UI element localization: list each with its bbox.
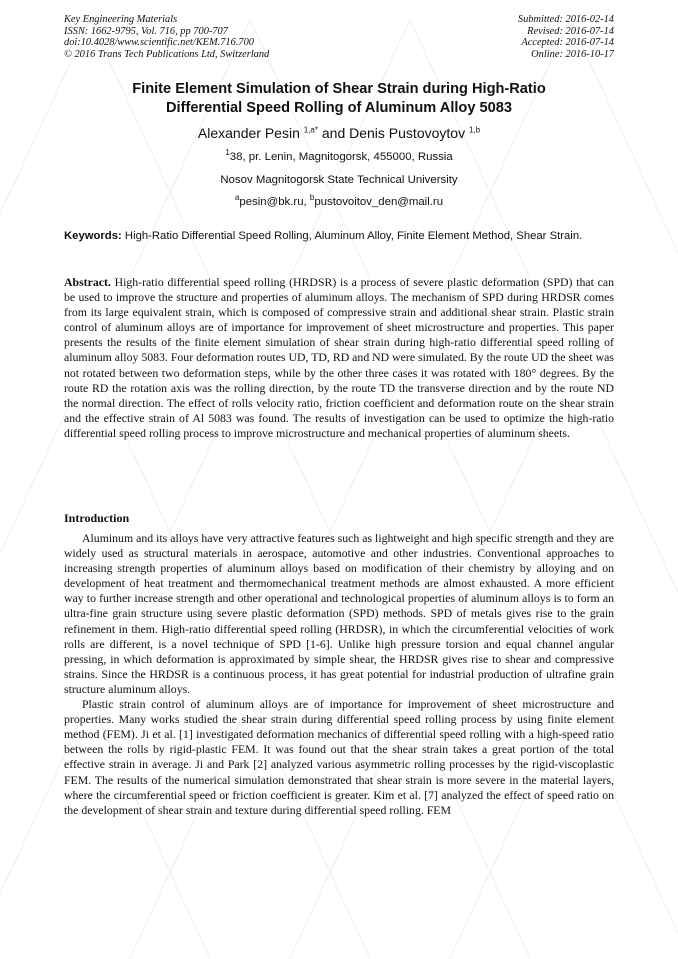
keywords-section: [64, 229, 614, 244]
affiliation-mark-1: 1: [225, 148, 230, 158]
publication-dates: [518, 14, 614, 60]
abstract-section: [64, 275, 614, 441]
affiliation-address: [64, 150, 614, 164]
intro-paragraph-2: Plastic strain control of aluminum alloys are of importance for improvement of sheet microstructure and properties. Many works studied the shear strain during differential speed rolling process by using finite element method (FEM). Ji et al. [1] investigated deformation mechanics of differential speed rolling with a high-speed ratio between the rolls by rigid-plastic FEM. It was found out that the shear strain takes a great portion of the total effective strain in average. Ji and Park [2] analyzed various asymmetric rolling processes by the rigid-viscoplastic FEM. The results of the numerical simulation demonstrated that shear strain is more severe in the material layers, where the circumferential speed or friction coefficient is greater. Kim et al. [7] analyzed the effect of speed ratio on the development of shear strain and texture during differential speed rolling. FEM: [64, 697, 614, 817]
title-line-1: Finite Element Simulation of Shear Strain during High-Ratio: [132, 81, 546, 97]
date-submitted: Submitted: 2016-02-14: [517, 14, 614, 25]
email-b: pustovoitov_den@mail.ru: [314, 196, 444, 208]
author-conjunction: and: [317, 125, 350, 141]
email-mark-b: b: [309, 193, 315, 203]
date-online: Online: 2016-10-17: [531, 48, 614, 60]
keywords-text: High-Ratio Differential Speed Rolling, Aluminum Alloy, Finite Element Method, Shear Strain.: [121, 230, 583, 242]
journal-name: Key Engineering Materials: [64, 14, 178, 25]
title-line-2: Differential Speed Rolling of Aluminum Alloy 5083: [166, 99, 512, 116]
journal-info: [64, 14, 269, 60]
author-2-affiliation-mark: 1,b: [468, 125, 481, 135]
author-list: [64, 124, 614, 142]
section-heading-introduction: Introduction: [64, 511, 130, 525]
author-1-affiliation-mark: 1,a*: [303, 125, 318, 135]
journal-doi: doi:10.4028/www.scientific.net/KEM.716.700: [64, 37, 254, 49]
author-emails: [64, 195, 614, 209]
introduction-body: [64, 531, 614, 818]
journal-issn: ISSN: 1662-9795, Vol. 716, pp 700-707: [64, 25, 228, 37]
address-text: 38, pr. Lenin, Magnitogorsk, 455000, Russia: [229, 151, 453, 163]
affiliation-institution: Nosov Magnitogorsk State Technical University: [220, 174, 458, 186]
intro-paragraph-1: Aluminum and its alloys have very attractive features such as lightweight and high specific strength and they are widely used as structural materials in aerospace, automotive and other industries. Conventional approaches to increasing strength properties of aluminum alloys based on modification of their chemistry by alloying and on development of heat treatment and thermomechanical treatment methods are almost exhausted. A more efficient way to further increase strength and other operational and technological properties of aluminum alloys is to form an ultra-fine grain structure using severe plastic deformation (SPD) methods. SPD of metals gives rise to the grain refinement in them. High-ratio differential speed rolling (HRDSR), in which the circumferential velocities of work rolls are different, is a novel technique of SPD [1-6]. Unlike high pressure torsion and equal channel angular pressing, in which deformation is approximated by simple shear, the HRDSR gives rise to shear and compressive strains. Since the HRDSR is a continuous process, it has great potential for industrial production of ultrafine grain structure aluminum alloys.: [64, 531, 614, 696]
keywords-label: Keywords:: [64, 230, 122, 242]
abstract-text: High-ratio differential speed rolling (HRDSR) is a process of severe plastic deformation (SPD) that can be used to improve the structure and properties of aluminum alloys. The mechanism of SPD during HRDSR comes from its large equivalent strain, which is composed of compressive strain and additional shear strain. Plastic strain control of aluminum alloys are of importance for improvement of sheet microstructure and properties. This paper presents the results of the finite element simulation of shear strain during high-ratio differential speed rolling of aluminum alloy 5083. Four deformation routes UD, TD, RD and ND were simulated. By the route UD the sheet was not rotated between two deformation steps, while by the other three cases it was rotated with 180° degrees. By the route RD the rotation axis was the rolling direction, by the route TD the transverse direction and by the route ND the normal direction. The effect of rolls velocity ratio, friction coefficient and deformation route on the shear strain and the effective strain of Al 5083 was found. The results of investigation can be used to optimize the high-ratio differential speed rolling process to improve microstructure and mechanical properties of aluminum sheets.: [64, 275, 614, 440]
author-2: Denis Pustovoytov: [349, 125, 466, 141]
abstract-label: Abstract.: [64, 275, 111, 289]
author-1: Alexander Pesin: [197, 125, 300, 141]
paper-title: [64, 80, 614, 117]
journal-copyright: © 2016 Trans Tech Publications Ltd, Switzerland: [64, 48, 270, 60]
date-accepted: Accepted: 2016-07-14: [521, 37, 614, 49]
email-mark-a: a: [234, 193, 240, 203]
email-a: pesin@bk.ru,: [239, 196, 307, 208]
date-revised: Revised: 2016-07-14: [527, 25, 614, 37]
